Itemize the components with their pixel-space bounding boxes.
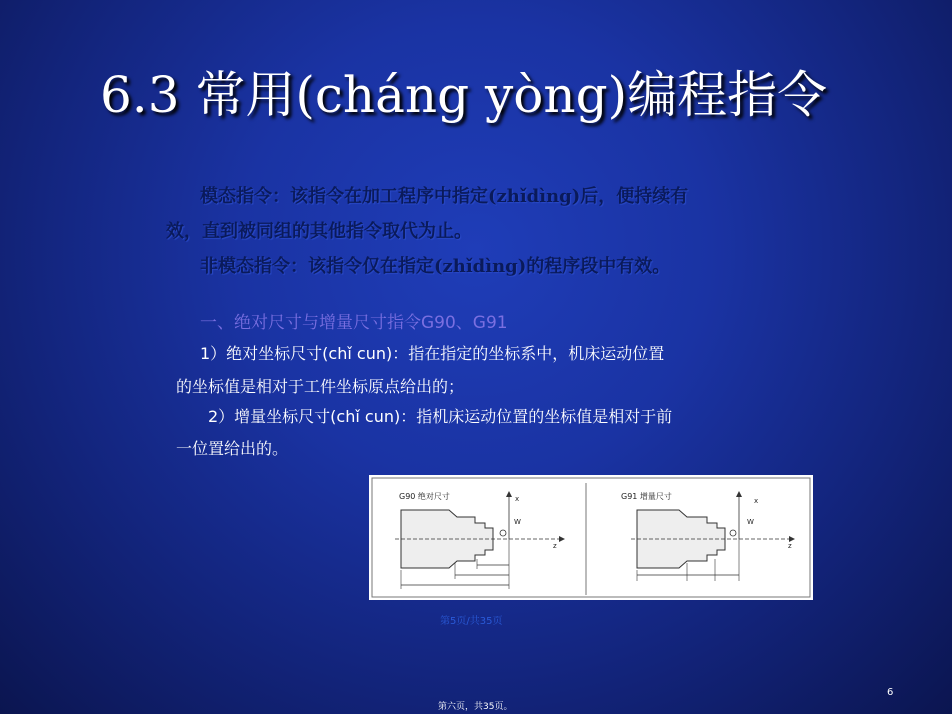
slide-title: 6.3 常用(cháng yòng)编程指令: [100, 66, 828, 124]
right-z-label: z: [788, 542, 792, 550]
modal-definition-line-2: 效，直到被同组的其他指令取代为止。: [166, 221, 472, 242]
footer-page-text: 第六页，共35页。: [438, 702, 513, 712]
absolute-coordinate-paragraph-line-2: 的坐标值是相对于工件坐标原点给出的；: [176, 377, 465, 396]
diagram-svg: [369, 475, 813, 600]
non-modal-definition: 非模态指令：该指令仅在指定(zhǐdìng)的程序段中有效。: [200, 256, 671, 277]
left-x-label: x: [515, 495, 520, 503]
g90-g91-diagram: [369, 475, 813, 600]
right-w-label: W: [747, 518, 754, 526]
left-panel-label: G90 绝对尺寸: [399, 492, 450, 501]
left-w-point: [500, 530, 506, 536]
incremental-coordinate-paragraph-line-1: 2）增量坐标尺寸(chǐ cun)：指机床运动位置的坐标值是相对于前: [208, 407, 673, 426]
right-w-point: [730, 530, 736, 536]
slide-number: 6: [887, 687, 894, 698]
left-x-arrow: [506, 491, 512, 497]
left-z-label: z: [553, 542, 557, 550]
right-x-label: x: [754, 497, 759, 505]
left-w-label: W: [514, 518, 521, 526]
modal-definition-line-1: 模态指令：该指令在加工程序中指定(zhǐdìng)后，便持续有: [200, 186, 689, 207]
absolute-coordinate-paragraph-line-1: 1）绝对坐标尺寸(chǐ cun)：指在指定的坐标系中，机床运动位置: [200, 344, 665, 363]
page-indicator: 第5页/共35页: [440, 616, 503, 627]
section-heading: 一、绝对尺寸与增量尺寸指令G90、G91: [200, 313, 508, 333]
right-panel-label: G91 增量尺寸: [621, 492, 672, 501]
incremental-coordinate-paragraph-line-2: 一位置给出的。: [176, 439, 289, 458]
left-z-arrow: [559, 536, 565, 542]
right-x-arrow: [736, 491, 742, 497]
